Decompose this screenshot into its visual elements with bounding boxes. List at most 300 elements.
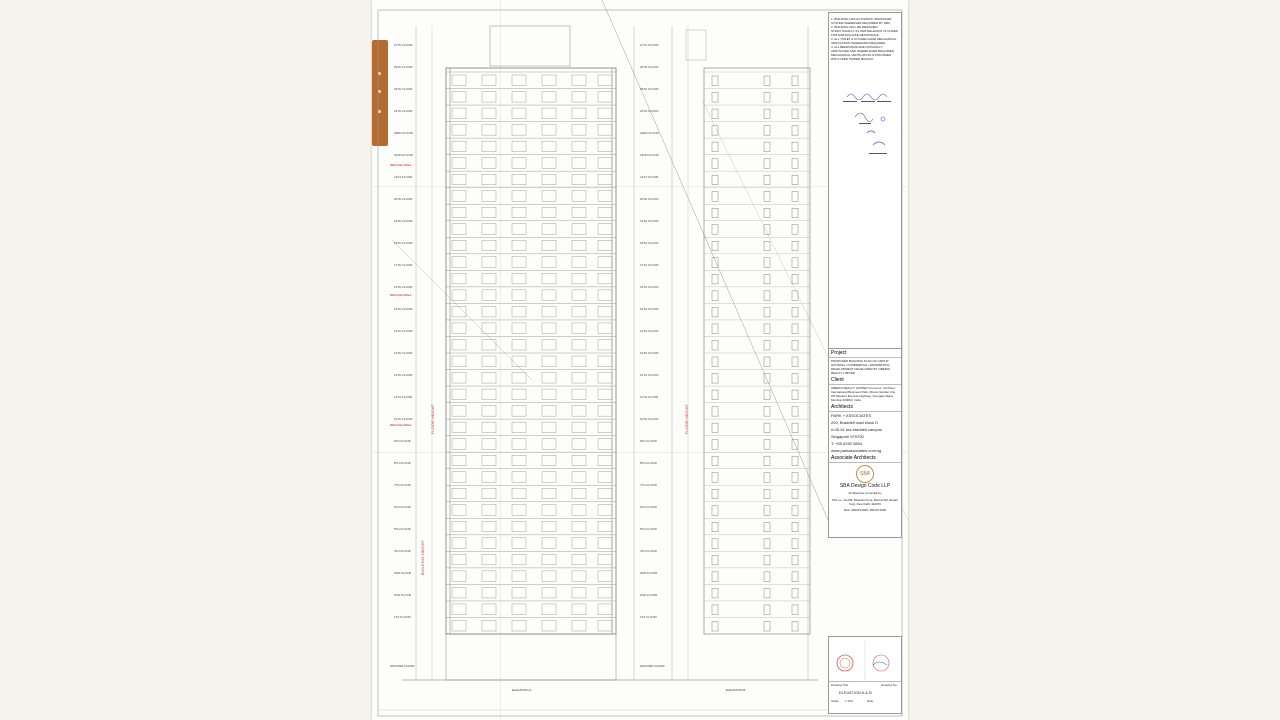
window — [572, 306, 586, 317]
level-label: 7TH FLOOR — [394, 483, 411, 487]
window — [512, 554, 526, 565]
level-label: 1ST FLOOR — [394, 615, 411, 619]
window — [512, 571, 526, 582]
date-label: Date — [867, 699, 874, 703]
window — [512, 191, 526, 202]
window — [712, 291, 718, 301]
window — [712, 423, 718, 433]
architect-heading: Architects — [829, 403, 901, 412]
window — [482, 207, 496, 218]
window — [542, 141, 556, 152]
window — [482, 339, 496, 350]
window — [764, 175, 770, 185]
level-label: 19TH FLOOR — [640, 219, 659, 223]
window — [712, 572, 718, 582]
window — [712, 539, 718, 549]
window — [512, 389, 526, 400]
level-label: 8TH FLOOR — [394, 461, 411, 465]
window — [542, 373, 556, 384]
architect-line: PARK + ASSOCIATES — [831, 413, 872, 418]
window — [452, 92, 466, 103]
level-label: 10TH FLOOR — [394, 417, 413, 421]
level-label: 21ST FLOOR — [394, 175, 413, 179]
window — [598, 422, 612, 433]
level-label: 19TH FLOOR — [394, 219, 413, 223]
window — [572, 339, 586, 350]
window — [542, 521, 556, 532]
level-label: 24TH FLOOR — [394, 109, 413, 113]
window — [792, 159, 798, 169]
level-label: 13TH FLOOR — [640, 351, 659, 355]
title-block-footer — [828, 636, 902, 714]
window — [712, 93, 718, 103]
window — [712, 109, 718, 119]
window — [598, 587, 612, 598]
window — [482, 604, 496, 615]
window — [572, 505, 586, 516]
window — [512, 339, 526, 350]
window — [764, 274, 770, 284]
project-heading: Project — [829, 349, 901, 358]
window — [598, 191, 612, 202]
window — [482, 108, 496, 119]
window — [792, 605, 798, 615]
window — [598, 356, 612, 367]
window — [512, 92, 526, 103]
window — [452, 604, 466, 615]
window — [764, 258, 770, 268]
window — [712, 241, 718, 251]
window — [598, 439, 612, 450]
note-item: 4. ALL BEDROOMS ARE NATURALLY VENTILATED AND WHERE EVER REQUIRED MECHANICAL VENTILATION IS PROVIDED WITH OPEN POWER BACKUP — [831, 45, 894, 61]
refuge-label: REFUGE AREA — [390, 163, 412, 167]
window — [452, 587, 466, 598]
level-label: 27TH FLOOR — [640, 43, 659, 47]
window — [452, 373, 466, 384]
window — [764, 159, 770, 169]
window — [598, 92, 612, 103]
window — [598, 141, 612, 152]
window — [764, 473, 770, 483]
window — [764, 357, 770, 367]
window — [452, 620, 466, 631]
level-label: 15TH FLOOR — [394, 307, 413, 311]
level-label: 1ST FLOOR — [640, 615, 657, 619]
level-label: 2ND FLOOR — [394, 593, 412, 597]
window — [712, 621, 718, 631]
ground-label-mid: GROUND FLOOR — [640, 664, 665, 668]
window — [512, 587, 526, 598]
level-label: 6TH FLOOR — [640, 505, 657, 509]
window — [792, 324, 798, 334]
window — [764, 109, 770, 119]
window — [512, 108, 526, 119]
window — [712, 440, 718, 450]
project-text: PROPOSED BUILDING PLAN OF GROUP HOUSING / COMMERCIAL / RESIDENTIAL DEVELOPMENT DEVELOPED BY OBEROI REALTY LIMITED — [831, 359, 891, 375]
window — [572, 488, 586, 499]
window — [792, 473, 798, 483]
window — [764, 93, 770, 103]
window — [712, 192, 718, 202]
window — [712, 390, 718, 400]
window — [542, 323, 556, 334]
window — [452, 257, 466, 268]
window — [764, 605, 770, 615]
window — [482, 389, 496, 400]
window — [452, 125, 466, 136]
architect-line: Singapore 579700 — [831, 434, 864, 439]
window — [572, 224, 586, 235]
window — [452, 439, 466, 450]
window — [572, 356, 586, 367]
sba-name: SBA Design Code LLP — [839, 483, 891, 489]
window — [764, 522, 770, 532]
window — [542, 356, 556, 367]
window — [572, 620, 586, 631]
window — [482, 505, 496, 516]
window — [712, 76, 718, 86]
level-label: 10TH FLOOR — [640, 417, 659, 421]
window — [542, 505, 556, 516]
window — [792, 76, 798, 86]
window — [542, 92, 556, 103]
window — [452, 521, 466, 532]
window — [542, 389, 556, 400]
window — [572, 571, 586, 582]
level-label: 16TH FLOOR — [394, 285, 413, 289]
window — [482, 620, 496, 631]
window — [542, 240, 556, 251]
window — [764, 572, 770, 582]
architect-line: www.parkassociates.com.sg — [831, 448, 882, 453]
window — [452, 488, 466, 499]
window — [452, 554, 466, 565]
window — [512, 224, 526, 235]
level-label: 4TH FLOOR — [394, 549, 411, 553]
vertical-dim-note: BUILDING HEIGHT — [420, 540, 425, 576]
window — [572, 373, 586, 384]
ground-label-left: GROUND FLOOR — [390, 664, 415, 668]
level-label: 22ND FLOOR — [394, 153, 413, 157]
window — [764, 440, 770, 450]
window — [572, 538, 586, 549]
window — [452, 339, 466, 350]
window — [792, 555, 798, 565]
window — [598, 505, 612, 516]
window — [598, 273, 612, 284]
window — [572, 108, 586, 119]
window — [792, 175, 798, 185]
window — [712, 175, 718, 185]
window — [712, 407, 718, 417]
window — [512, 290, 526, 301]
window — [542, 587, 556, 598]
window — [712, 225, 718, 235]
level-label: 24TH FLOOR — [640, 109, 659, 113]
level-label: 23RD FLOOR — [394, 131, 413, 135]
window — [452, 323, 466, 334]
window — [482, 356, 496, 367]
drawing-no-label: Drawing No. — [881, 683, 898, 687]
window — [542, 125, 556, 136]
window — [482, 439, 496, 450]
approval-stamps — [829, 641, 901, 681]
window — [598, 571, 612, 582]
window — [512, 240, 526, 251]
window — [482, 174, 496, 185]
window — [598, 75, 612, 86]
level-label: 6TH FLOOR — [394, 505, 411, 509]
window — [572, 240, 586, 251]
window — [482, 290, 496, 301]
window — [452, 356, 466, 367]
window — [542, 455, 556, 466]
window — [512, 125, 526, 136]
window — [764, 390, 770, 400]
window — [792, 142, 798, 152]
notes-panel — [828, 12, 902, 350]
window — [482, 273, 496, 284]
elevation-b-label: ELEVATION-B — [726, 688, 746, 692]
window — [542, 406, 556, 417]
window — [764, 76, 770, 86]
window — [482, 538, 496, 549]
window — [512, 323, 526, 334]
window — [764, 208, 770, 218]
window — [512, 521, 526, 532]
window — [512, 273, 526, 284]
window — [764, 192, 770, 202]
window — [542, 339, 556, 350]
window — [572, 92, 586, 103]
level-label: 18TH FLOOR — [394, 241, 413, 245]
window — [482, 257, 496, 268]
window — [792, 340, 798, 350]
level-label: 11TH FLOOR — [394, 395, 413, 399]
window — [792, 407, 798, 417]
level-label: 27TH FLOOR — [394, 43, 413, 47]
window — [764, 489, 770, 499]
window — [482, 455, 496, 466]
window — [482, 92, 496, 103]
level-label: 5TH FLOOR — [394, 527, 411, 531]
level-label: 14TH FLOOR — [394, 329, 413, 333]
window — [452, 290, 466, 301]
window — [512, 455, 526, 466]
window — [598, 373, 612, 384]
window — [764, 142, 770, 152]
window — [542, 571, 556, 582]
window — [512, 373, 526, 384]
window — [542, 422, 556, 433]
window — [512, 174, 526, 185]
window — [512, 505, 526, 516]
architect-line: #-05-51 toa braddell campus — [831, 427, 882, 432]
window — [764, 506, 770, 516]
window — [482, 587, 496, 598]
window — [482, 141, 496, 152]
level-label: 17TH FLOOR — [640, 263, 659, 267]
window — [598, 538, 612, 549]
window — [598, 224, 612, 235]
window — [542, 439, 556, 450]
level-label: 25TH FLOOR — [394, 87, 413, 91]
window — [764, 456, 770, 466]
window — [482, 125, 496, 136]
window — [512, 538, 526, 549]
window — [792, 192, 798, 202]
window — [572, 191, 586, 202]
window — [598, 125, 612, 136]
window — [764, 307, 770, 317]
sba-logo: SBA — [856, 465, 874, 483]
window — [598, 554, 612, 565]
window — [712, 374, 718, 384]
window — [598, 207, 612, 218]
window — [712, 208, 718, 218]
window — [764, 340, 770, 350]
window — [792, 126, 798, 136]
window — [792, 621, 798, 631]
window — [598, 472, 612, 483]
window — [452, 75, 466, 86]
window — [712, 142, 718, 152]
window — [712, 456, 718, 466]
level-label: 11TH FLOOR — [640, 395, 659, 399]
drawing-sheet — [372, 0, 908, 720]
window — [792, 241, 798, 251]
level-label: 22ND FLOOR — [640, 153, 659, 157]
window — [452, 505, 466, 516]
window — [598, 257, 612, 268]
window — [572, 75, 586, 86]
window — [512, 439, 526, 450]
window — [452, 158, 466, 169]
note-item: 2. BUILDING WILL BE DESIGNED STRUCTURALLY AS PER RELEVANT IS CODES FOR EARTHQUAKE RESISTANCE — [831, 25, 898, 37]
window — [712, 258, 718, 268]
window — [764, 423, 770, 433]
window — [572, 207, 586, 218]
title-block-info — [828, 348, 902, 538]
window — [764, 539, 770, 549]
window — [572, 604, 586, 615]
window — [792, 374, 798, 384]
window — [482, 191, 496, 202]
client-heading: Client — [829, 376, 901, 385]
window — [572, 290, 586, 301]
level-label: 20TH FLOOR — [640, 197, 659, 201]
window — [572, 554, 586, 565]
window — [482, 75, 496, 86]
window — [482, 224, 496, 235]
sba-address: Plot no. 10-A/B, Bhawani Kunj, Behind D2 Vasant Kunj, New Delhi 110070 — [832, 498, 898, 506]
window — [482, 373, 496, 384]
client-text: OBEROI REALTY LIMITED Commerz, 3rd Floor, International Business Park, Oberoi Garden City, Off Western Express Highway, Goregaon East, Mumbai 400063, India — [831, 386, 896, 402]
window — [452, 240, 466, 251]
window — [542, 108, 556, 119]
level-label: 12TH FLOOR — [640, 373, 659, 377]
window — [598, 406, 612, 417]
window — [764, 407, 770, 417]
level-label: 12TH FLOOR — [394, 373, 413, 377]
window — [452, 224, 466, 235]
window — [792, 258, 798, 268]
window — [712, 489, 718, 499]
window — [572, 273, 586, 284]
window — [792, 274, 798, 284]
level-label: 9TH FLOOR — [640, 439, 657, 443]
window — [792, 291, 798, 301]
window — [712, 307, 718, 317]
architect-line: T: +65 6292 0804 — [831, 441, 863, 446]
sba-sub: Architecture Consultancy — [848, 491, 882, 495]
window — [482, 472, 496, 483]
window — [512, 141, 526, 152]
window — [482, 554, 496, 565]
window — [792, 208, 798, 218]
window — [542, 538, 556, 549]
level-label: 21ST FLOOR — [640, 175, 659, 179]
window — [452, 455, 466, 466]
window — [542, 75, 556, 86]
window — [452, 174, 466, 185]
window — [712, 324, 718, 334]
window — [512, 406, 526, 417]
level-label: 26TH FLOOR — [394, 65, 413, 69]
window — [512, 472, 526, 483]
window — [792, 522, 798, 532]
window — [572, 125, 586, 136]
window — [764, 291, 770, 301]
window — [792, 456, 798, 466]
note-item: 3. ALL TOILET & KITCHEN HAVE MECHANICAL VENTILATION WHEREVER REQUIRED — [831, 37, 897, 45]
window — [542, 207, 556, 218]
window — [482, 240, 496, 251]
window — [712, 605, 718, 615]
window — [792, 506, 798, 516]
window — [712, 555, 718, 565]
level-label: 9TH FLOOR — [394, 439, 411, 443]
window — [482, 521, 496, 532]
level-label: 3RD FLOOR — [394, 571, 412, 575]
window — [452, 273, 466, 284]
level-label: 5TH FLOOR — [640, 527, 657, 531]
window — [482, 306, 496, 317]
window — [598, 488, 612, 499]
window — [452, 472, 466, 483]
window — [598, 158, 612, 169]
window — [792, 423, 798, 433]
window — [542, 488, 556, 499]
window — [482, 406, 496, 417]
window — [512, 422, 526, 433]
window — [572, 406, 586, 417]
level-label: 15TH FLOOR — [640, 307, 659, 311]
level-label: 2ND FLOOR — [640, 593, 658, 597]
associate-heading: Associate Architects — [829, 454, 901, 463]
scale-value: 1:150 — [845, 699, 853, 703]
window — [572, 422, 586, 433]
window — [512, 257, 526, 268]
window — [452, 571, 466, 582]
window — [572, 521, 586, 532]
level-label: 26TH FLOOR — [640, 65, 659, 69]
window — [598, 306, 612, 317]
level-label: 20TH FLOOR — [394, 197, 413, 201]
window — [572, 257, 586, 268]
window — [572, 141, 586, 152]
window — [542, 158, 556, 169]
